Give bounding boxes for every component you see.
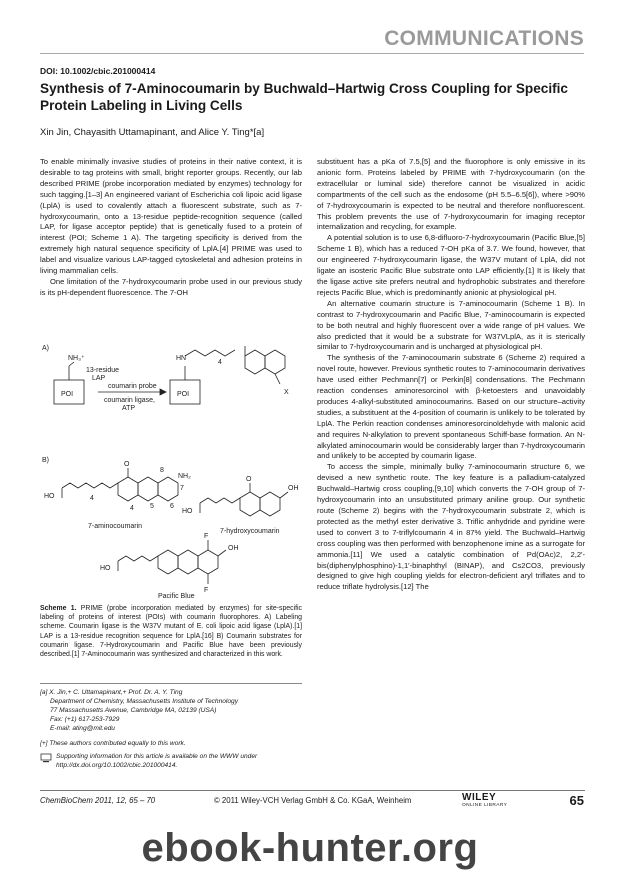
wiley-logo-subtext: ONLINE LIBRARY — [462, 803, 508, 808]
nh2-label: NH₂ — [178, 473, 191, 480]
residue-label: 13-residue — [86, 367, 120, 374]
affiliation-email[interactable]: E-mail: ating@mit.edu — [50, 725, 115, 732]
ho-label-2: HO — [182, 508, 193, 515]
caption-text: PRIME (probe incorporation mediated by enzymes) for site-specific labeling of proteins of interest (POIs) with coumarin fluorophores. A) Labeling scheme. Coumarin ligase is the W37V mutant of E. coli lipoic acid ligase (LplA).[1] LAP is a 13-residue recognition sequence for LplA.[16] B) Coumarin substrates for coumarin ligase. 7-Hydroxycoumarin and Pacific Blue have been previously described.[1] 7-Aminocoumarin was synthesized and characterized in this work. — [40, 605, 303, 659]
nh3-label: NH₃⁺ — [68, 355, 85, 362]
paragraph: One limitation of the 7-hydroxycoumarin probe used in our previous study is its pH-dependent fluorescence. The 7-OH — [40, 276, 302, 297]
arrow-bottom-label-2: ATP — [122, 405, 136, 412]
o-label-2: O — [246, 476, 252, 483]
journal-citation: ChemBioChem 2011, 12, 65 – 70 — [40, 796, 156, 805]
n-label-1: 4 — [90, 495, 94, 502]
affiliation-line-4: Fax: (+1) 617-253-7929 — [50, 716, 120, 723]
page-number: 65 — [569, 793, 584, 808]
num-7: 7 — [180, 485, 184, 492]
num-4: 4 — [130, 505, 134, 512]
equal-contribution-note: [+] These authors contributed equally to this work. — [40, 740, 186, 747]
footnote-rule — [40, 683, 302, 684]
supporting-info-note[interactable]: Supporting information for this article is available on the WWW under http://dx.doi.org/10.1002/cbic.201000414. — [56, 753, 258, 769]
affiliation-line-2: Department of Chemistry, Massachusetts Institute of Technology — [50, 698, 239, 705]
paragraph: To enable minimally invasive studies of proteins in their native context, it is desirable to tag proteins with small, bright reporter groups. Recently, our lab described PRIME (probe incorporation mediated by enzymes) technology for such tagging.[1–3] An engineered variant of Escherichia coli lipoic acid ligase (LplA) is used to covalently attach a fluorescent substrate, such as 7-hydroxycoumarin, onto a 13-residue peptide-recognition sequence (called LAP, for ligase acceptor peptide) that is genetically fused to a protein of interest (POI; Scheme 1 A). The targeting specificity is derived from the extremely high natural sequence specificity of LplA.[4] PRIME was used to label and visualize various LAP-tagged cytoskeletal and adhesion proteins in living mammalian cells. — [40, 157, 302, 276]
doi: DOI: 10.1002/cbic.201000414 — [40, 66, 156, 76]
watermark: ebook-hunter.org — [141, 826, 479, 870]
arrow-bottom-label-1: coumarin ligase, — [104, 397, 155, 404]
oh-label-2: OH — [228, 545, 239, 552]
caption-label: Scheme 1. — [40, 605, 77, 612]
section-header: COMMUNICATIONS — [384, 27, 584, 50]
f-label-1: F — [204, 533, 209, 540]
hn-label: HN — [176, 355, 187, 362]
footer-rule — [40, 790, 585, 791]
scheme-1-figure — [40, 338, 302, 600]
article-title: Synthesis of 7-Aminocoumarin by Buchwald–Hartwig Cross Coupling for Specific Protein Labeling in Living Cells — [40, 81, 568, 113]
ho-label-1: HO — [44, 493, 55, 500]
computer-icon — [40, 753, 52, 763]
copyright: © 2011 Wiley-VCH Verlag GmbH & Co. KGaA, Weinheim — [214, 796, 412, 805]
left-column — [40, 157, 302, 299]
reaction-arrow — [160, 389, 166, 395]
authors: Xin Jin, Chayasith Uttamapinant, and Alice Y. Ting*[a] — [40, 127, 265, 138]
hydroxycoumarin-label: 7-hydroxycoumarin — [220, 528, 280, 535]
panel-a-label: A) — [42, 345, 49, 352]
chain-n-label: 4 — [218, 359, 222, 366]
affiliation-line-1: [a] X. Jin,+ C. Uttamapinant,+ Prof. Dr. A. Y. Ting — [40, 689, 183, 696]
paragraph: A potential solution is to use 6,8-difluoro-7-hydroxycoumarin (Pacific Blue,[5] Scheme 1 B), which has a reduced 7-OH pKa of 3.7. We found, however, that our engineered 7-hydroxycoumarin ligase, the W37V mutant of LplA, did not ligate an isosteric Pacific Blue substrate onto LAP efficiently.[1] It is likely that the ligase active site prefers neutral and hydrophobic substrates and therefore rejects Pacific Blue, which is predominantly anionic at physiological pH. — [317, 233, 585, 297]
paragraph: substituent has a pKa of 7.5,[5] and the fluorophore is only emissive in its anionic form. Proteins labeled by PRIME with 7-hydroxycoumarin (on the extracellular or luminal side) therefore cannot be visualized in acidic compartments of the cell such as the endosome (pH 5.5–6.5[6]), where >90% of 7-hydroxycoumarin is expected to be neutral and therefore nonfluorescent. This problem prevents the use of 7-hydroxycoumarin for imaging receptor internalization and recycling, for example. — [317, 157, 585, 232]
x-label: X — [284, 389, 289, 396]
num-8: 8 — [160, 467, 164, 474]
panel-b-label: B) — [42, 457, 49, 464]
scheme-caption — [40, 604, 302, 659]
ho-label-3: HO — [100, 565, 111, 572]
num-6: 6 — [170, 503, 174, 510]
wiley-logo-text: WILEY — [462, 792, 497, 803]
o-label-1: O — [124, 461, 130, 468]
right-column — [317, 157, 585, 593]
aminocoumarin-label: 7-aminocoumarin — [88, 523, 143, 530]
pacific-blue-label: Pacific Blue — [158, 593, 195, 600]
wiley-logo — [462, 792, 534, 814]
poi-left-label: POI — [61, 391, 74, 398]
poi-right-label: POI — [177, 391, 190, 398]
num-5: 5 — [150, 503, 154, 510]
affiliation-line-3: 77 Massachusetts Avenue, Cambridge MA, 02139 (USA) — [50, 707, 217, 714]
paragraph: The synthesis of the 7-aminocoumarin substrate 6 (Scheme 2) required a novel route, however. Previous synthetic routes to 7-aminocoumarin derivatives have used either Pechmann[7] or Perkin[8] condensations. The Pechmann reaction condenses aminoresorcinol with β-ketoesters and unavoidably produces 4-alkyl-substituted aminocoumarins. Based on our structure–activity studies, a substituent at the 4-position of coumarin is unlikely to be tolerated by LplA. The Perkin reaction condenses aminoresorcinoldehyde with malonic acid and requires N-alkylation to prevent spontaneous Schiff-base formation. An N-alkylated aminocoumarin would be considerably larger than 7-hydroxycoumarin and unlikely to be accepted by coumarin ligase. — [317, 353, 585, 461]
lap-label: LAP — [92, 375, 106, 382]
paragraph: An alternative coumarin structure is 7-aminocoumarin (Scheme 1 B). In contrast to 7-hydroxycoumarin and Pacific Blue, 7-aminocoumarin is expected to be both neutral and highly fluorescent over a wide range of pH values. We also predicted that it would be a substrate for W37VLplA, as it is sterically similar to 7-hydroxycoumarin and is uncharged at physiological pH. — [317, 298, 585, 352]
header-rule — [40, 53, 584, 54]
paragraph: To access the simple, minimally bulky 7-aminocoumarin structure 6, we devised a new synthetic route. The key feature is a palladium-catalyzed Buchwald–Hartwig cross coupling,[9,10] which converts the 7-OH group of 7-hydroxycoumarin into an unsubstituted primary aniline group. Our synthetic route (Scheme 2) begins with the 7-hydroxycoumarin substrate 2, which is protected as the methyl ester derivative 3. Triflic anhydride and pyridine were used to convert 3 to 7-triflylcoumarin 4 in 87% yield. The Buchwald–Hartwig cross coupling was then performed with benzophenone imine as a surrogate for ammonia.[11] We used a catalytic combination of Pd(OAc)2, 2,2′-bis(diphenylphosphino)-1,1′-binaphthyl (BINAP), and Cs2CO3, previously designed to give high coupling yields for electron-deficient aryl triflates and to reduce triflate hydrolysis.[12] The — [317, 462, 585, 592]
f-label-2: F — [204, 587, 209, 594]
arrow-top-label: coumarin probe — [108, 383, 157, 390]
oh-label-1: OH — [288, 485, 299, 492]
